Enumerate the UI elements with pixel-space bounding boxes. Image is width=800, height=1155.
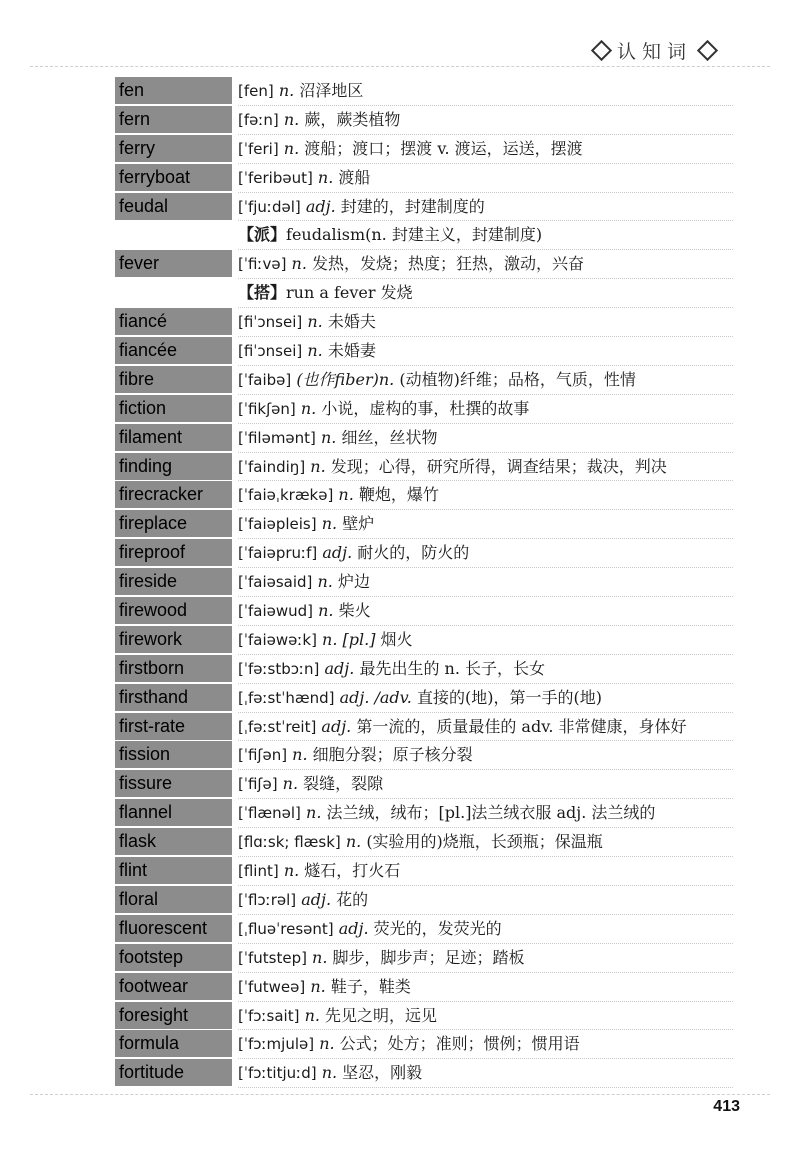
note-label: 【派】 (238, 225, 287, 245)
pronunciation: [ˈfutstep] (238, 948, 307, 967)
pronunciation: [ˈfaibə] (238, 370, 292, 389)
meaning: 鞋子，鞋类 (330, 976, 411, 996)
entry-row (0, 1002, 800, 1031)
section-title: 认知词 (617, 40, 693, 63)
headword: formula (115, 1030, 232, 1057)
pronunciation: [fen] (238, 82, 274, 100)
definition (238, 1059, 733, 1088)
part-of-speech: n. (317, 167, 334, 187)
meaning: 未婚夫 (327, 312, 376, 332)
part-of-speech: adj. (322, 543, 353, 563)
part-of-speech: n. (283, 138, 300, 158)
entry-row (0, 741, 800, 770)
part-of-speech: n. (338, 485, 354, 505)
part-of-speech: adj. (324, 658, 355, 678)
entry-row (0, 655, 800, 684)
pronunciation: [flint] (238, 862, 279, 881)
meaning: 坚忍，刚毅 (342, 1063, 423, 1083)
definition (238, 568, 733, 597)
pronunciation: [ˈflɔːrəl] (238, 890, 297, 909)
definition (238, 395, 733, 424)
entry-row (0, 308, 800, 337)
part-of-speech: n. (307, 312, 323, 332)
entry-row (0, 597, 800, 626)
part-of-speech: n. (345, 832, 362, 852)
definition (238, 106, 733, 135)
definition (238, 770, 733, 799)
pronunciation: [fiˈɔnsei] (238, 342, 303, 361)
headword: foresight (115, 1002, 232, 1029)
definition (238, 626, 733, 655)
definition (238, 828, 733, 857)
headword (115, 221, 232, 248)
pronunciation: [ˈfiːvə] (238, 255, 287, 274)
part-of-speech: n. (304, 1005, 320, 1025)
entry-row (0, 770, 800, 799)
headword: firstborn (115, 655, 232, 682)
entry-row (0, 395, 800, 424)
definition (238, 684, 733, 713)
diamond-icon (591, 39, 612, 60)
pronunciation: [fiˈɔnsei] (238, 313, 303, 332)
headword: firework (115, 626, 232, 653)
entry-row (0, 828, 800, 857)
headword: flannel (115, 799, 232, 826)
definition (238, 886, 733, 915)
definition (238, 1002, 733, 1031)
headword: fen (115, 77, 232, 104)
headword: firecracker (115, 481, 232, 508)
meaning: feudalism(n. 封建主义，封建制度) (286, 225, 543, 245)
part-of-speech: adj. (338, 918, 369, 938)
meaning: 耐火的，防火的 (357, 543, 470, 563)
headword: fiancée (115, 337, 232, 364)
meaning: 发现；心得，研究所得，调查结果；裁决，判决 (330, 456, 667, 476)
definition (238, 713, 733, 742)
entry-row (0, 568, 800, 597)
meaning: 鞭炮，爆竹 (358, 485, 439, 505)
part-of-speech: n. (282, 774, 299, 794)
entry-row (0, 250, 800, 279)
headword: floral (115, 886, 232, 913)
entry-row (0, 857, 800, 886)
headword: fireproof (115, 539, 232, 566)
meaning: 法兰绒，绒布；[pl.]法兰绒衣服 adj. 法兰绒的 (326, 803, 656, 823)
definition (238, 655, 733, 684)
definition (238, 308, 733, 337)
entry-row (0, 424, 800, 453)
headword: first-rate (115, 713, 232, 740)
entry-row (0, 510, 800, 539)
pronunciation: [ˈfaiəsaid] (238, 573, 313, 592)
section-header (590, 34, 740, 66)
definition (238, 481, 733, 510)
part-of-speech: n. (321, 514, 338, 534)
part-of-speech: n. (278, 81, 295, 100)
headword: fibre (115, 366, 232, 393)
meaning: 未婚妻 (327, 341, 376, 361)
meaning: 烟火 (380, 629, 413, 649)
definition (238, 857, 733, 886)
headword: fortitude (115, 1059, 232, 1086)
meaning: 脚步，脚步声；足迹；踏板 (332, 947, 525, 967)
pronunciation: [ˈflænəl] (238, 804, 301, 823)
part-of-speech: n. (307, 341, 323, 361)
definition (238, 424, 733, 453)
meaning: 花的 (336, 889, 369, 909)
headword: fiancé (115, 308, 232, 335)
meaning: run a fever 发烧 (286, 283, 413, 303)
headword: fever (115, 250, 232, 277)
pronunciation: [ˌfəːstˈhænd] (238, 688, 335, 707)
diamond-icon (697, 39, 718, 60)
part-of-speech: n. (321, 1063, 338, 1083)
meaning: 先见之明，远见 (325, 1005, 438, 1025)
pronunciation: [ˈfɔːtitjuːd] (238, 1064, 317, 1083)
meaning: 炉边 (337, 572, 370, 592)
pronunciation: [ˈfaiəˌkrækə] (238, 486, 334, 505)
part-of-speech: adj. (301, 889, 332, 909)
entry-row (0, 944, 800, 973)
definition (238, 973, 733, 1002)
part-of-speech: n. (310, 456, 326, 476)
definition (238, 741, 733, 770)
part-of-speech: n. (306, 803, 322, 823)
part-of-speech: n. (318, 601, 334, 621)
entry-row (0, 366, 800, 395)
footer-divider (30, 1094, 770, 1095)
meaning: 封建的，封建制度的 (340, 196, 485, 216)
definition (238, 366, 733, 395)
entry-row (0, 915, 800, 944)
definition (238, 799, 733, 828)
pronunciation: [ˈfiʃən] (238, 746, 288, 765)
part-of-speech: n. (291, 254, 307, 274)
definition (238, 135, 733, 164)
entry-row (0, 626, 800, 655)
part-of-speech: n. (310, 976, 326, 996)
definition (238, 1030, 733, 1059)
part-of-speech: adj. (321, 716, 352, 736)
part-of-speech: n. (283, 109, 300, 129)
meaning: 沼泽地区 (299, 81, 364, 100)
part-of-speech: n. (300, 398, 317, 418)
meaning: 最先出生的 n. 长子，长女 (359, 658, 546, 678)
note-label: 【搭】 (238, 283, 287, 303)
part-of-speech: adj. /adv. (339, 687, 412, 707)
part-of-speech: n. [pl.] (322, 629, 376, 649)
meaning: (实验用的)烧瓶，长颈瓶；保温瓶 (366, 832, 603, 852)
headword (115, 279, 232, 306)
entry-row (0, 886, 800, 915)
meaning: 荧光的，发荧光的 (373, 918, 502, 938)
headword: firewood (115, 597, 232, 624)
meaning: 小说，虚构的事，杜撰的故事 (321, 398, 530, 418)
pronunciation: [ˈfikʃən] (238, 399, 296, 418)
pronunciation: [ˈfaiəpleis] (238, 515, 317, 534)
headword: feudal (115, 193, 232, 220)
part-of-speech: adj. (305, 196, 336, 216)
meaning: 公式；处方；准则；惯例；惯用语 (339, 1034, 580, 1054)
part-of-speech: n. (292, 745, 308, 765)
part-of-speech: n. (319, 1034, 335, 1054)
definition (238, 221, 733, 250)
definition (238, 164, 733, 193)
pronunciation: [ˈfaindiŋ] (238, 457, 306, 476)
pronunciation: [flɑːsk; flæsk] (238, 833, 341, 852)
pronunciation: [ˈfutweə] (238, 977, 306, 996)
header-divider (30, 66, 770, 67)
meaning: 细胞分裂；原子核分裂 (312, 745, 473, 765)
pronunciation: [ˈferibəut] (238, 168, 313, 187)
headword: fireplace (115, 510, 232, 537)
headword: flint (115, 857, 232, 884)
part-of-speech: n. (312, 947, 328, 967)
meaning: 渡船；渡口；摆渡 v. 渡运，运送，摆渡 (304, 138, 583, 158)
meaning: 壁炉 (342, 514, 375, 534)
meaning: 发热，发烧；热度；狂热，激动，兴奋 (312, 254, 585, 274)
pronunciation: [ˈfaiəpruːf] (238, 544, 318, 563)
pronunciation: [fəːn] (238, 110, 279, 129)
meaning: 燧石，打火石 (304, 861, 401, 881)
pronunciation: [ˈfɔːmjulə] (238, 1035, 315, 1054)
pronunciation: [ˌfəːstˈreit] (238, 717, 317, 736)
pronunciation: [ˈfaiəwud] (238, 602, 313, 621)
pronunciation: [ˈfiləmənt] (238, 428, 316, 447)
entry-row (0, 279, 800, 308)
definition (238, 539, 733, 568)
definition (238, 915, 733, 944)
definition (238, 279, 733, 308)
definition (238, 597, 733, 626)
entry-row (0, 1030, 800, 1059)
entry-row (0, 1059, 800, 1088)
headword: ferry (115, 135, 232, 162)
entry-row (0, 453, 800, 482)
part-of-speech: n. (283, 861, 300, 881)
definition (238, 453, 733, 482)
entry-row (0, 973, 800, 1002)
definition (238, 337, 733, 366)
headword: fission (115, 741, 232, 768)
entry-row (0, 337, 800, 366)
entry-row (0, 684, 800, 713)
entry-row (0, 135, 800, 164)
part-of-speech: n. (321, 427, 337, 447)
headword: firsthand (115, 684, 232, 711)
headword: finding (115, 453, 232, 480)
entry-row (0, 106, 800, 135)
pronunciation: [ˈfiʃə] (238, 775, 278, 794)
meaning: 第一流的，质量最佳的 adv. 非常健康，身体好 (356, 716, 687, 736)
entry-row (0, 481, 800, 510)
pronunciation: [ˈfjuːdəl] (238, 197, 301, 216)
headword: fern (115, 106, 232, 133)
definition (238, 944, 733, 973)
meaning: 蕨，蕨类植物 (304, 109, 401, 129)
entry-row (0, 193, 800, 222)
meaning: (动植物)纤维；品格，气质，性情 (399, 369, 636, 389)
definition (238, 510, 733, 539)
headword: flask (115, 828, 232, 855)
headword: footwear (115, 973, 232, 1000)
entry-row (0, 221, 800, 250)
headword: filament (115, 424, 232, 451)
meaning: 直接的(地)，第一手的(地) (416, 687, 602, 707)
entry-row (0, 713, 800, 742)
headword: fiction (115, 395, 232, 422)
headword: fluorescent (115, 915, 232, 942)
entry-row (0, 539, 800, 568)
part-of-speech: n. (317, 572, 333, 592)
pronunciation: [ˌfluəˈresənt] (238, 919, 334, 938)
headword: fireside (115, 568, 232, 595)
definition (238, 77, 733, 106)
headword: fissure (115, 770, 232, 797)
headword: footstep (115, 944, 232, 971)
entry-row (0, 799, 800, 828)
pronunciation: [ˈfɔːsait] (238, 1006, 300, 1025)
definition (238, 250, 733, 279)
meaning: 细丝，丝状物 (341, 427, 438, 447)
entry-row (0, 164, 800, 193)
pronunciation: [ˈfaiəwəːk] (238, 630, 317, 649)
meaning: 裂缝，裂隙 (303, 774, 384, 794)
definition (238, 193, 733, 222)
meaning: 柴火 (338, 601, 371, 621)
page-number: 413 (713, 1098, 740, 1115)
entry-row (0, 77, 800, 106)
pronunciation: [ˈferi] (238, 139, 279, 158)
headword: ferryboat (115, 164, 232, 191)
meaning: 渡船 (338, 167, 371, 187)
vocabulary-list (0, 77, 800, 1088)
part-of-speech: (也作fiber)n. (296, 369, 395, 389)
pronunciation: [ˈfəːstbɔːn] (238, 659, 320, 678)
